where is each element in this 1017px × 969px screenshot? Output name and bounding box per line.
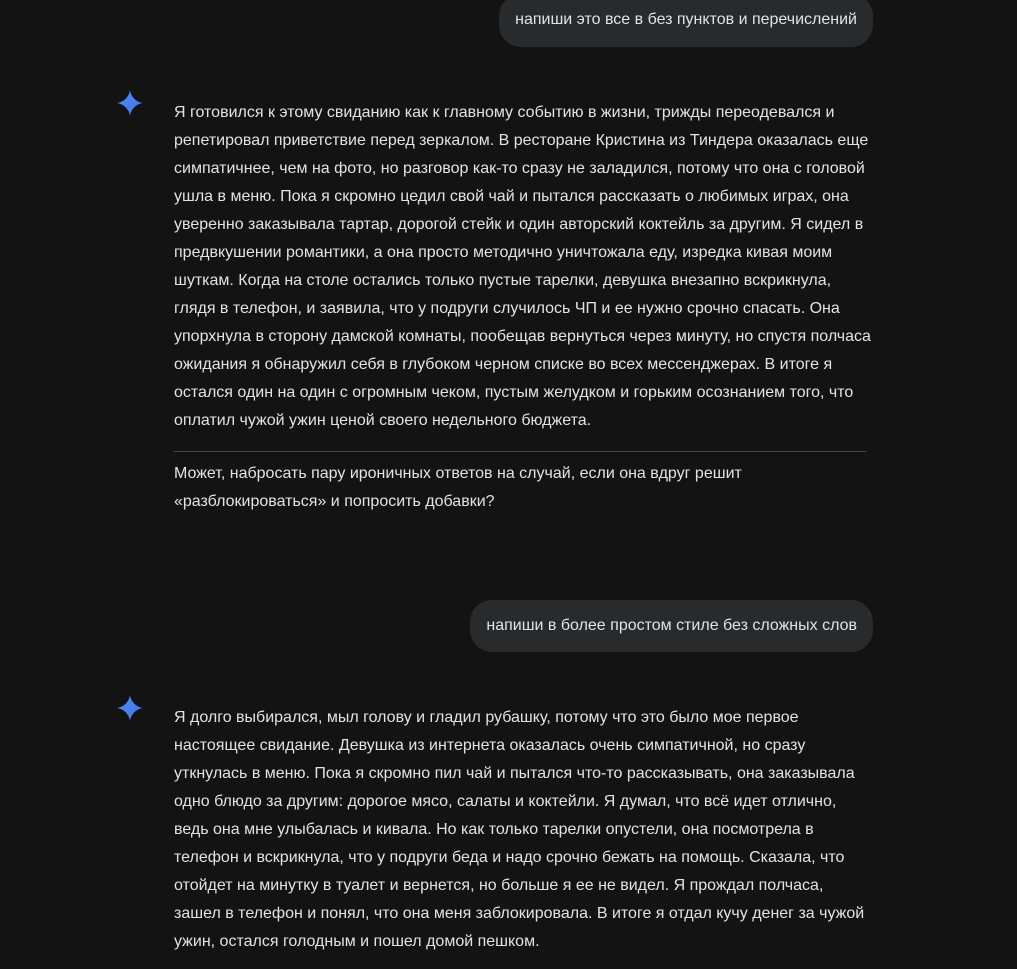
assistant-followup bbox=[174, 460, 854, 516]
user-message-text: напиши в более простом стиле без сложных слов bbox=[486, 617, 857, 634]
user-message-text: напиши это все в без пунктов и перечислений bbox=[515, 11, 857, 28]
assistant-response-text: Я долго выбирался, мыл голову и гладил рубашку, потому что это было мое первое настоящее свидание. Девушка из интернета оказалась очень симпатичной, но сразу уткнулась в меню. Пока я скромно пил чай и пытался что-то рассказывать, она заказывала одно блюдо за другим: дорогое мясо, салаты и коктейли. Я думал, что всё идет отлично, ведь она мне улыбалась и кивала. Но как только тарелки опустели, она посмотрела в телефон и вскрикнула, что у подруги беда и надо срочно бежать на помощь. Сказала, что отойдет на минутку в туалет и вернется, но больше я ее не видел. Я прождал полчаса, зашел в телефон и понял, что она меня заблокировала. В итоге я отдал кучу денег за чужой ужин, остался голодным и пошел домой пешком. bbox=[174, 709, 865, 950]
response-divider bbox=[174, 451, 866, 452]
gemini-sparkle-icon bbox=[117, 695, 143, 721]
assistant-response bbox=[174, 99, 874, 435]
assistant-response bbox=[174, 704, 874, 956]
gemini-sparkle-icon bbox=[117, 90, 143, 116]
assistant-followup-text: Может, набросать пару ироничных ответов на случай, если она вдруг решит «разблокироваться» и попросить добавки? bbox=[174, 465, 742, 510]
user-message-bubble bbox=[499, 0, 873, 47]
user-message-bubble bbox=[470, 600, 873, 652]
assistant-response-text: Я готовился к этому свиданию как к главному событию в жизни, трижды переодевался и репетировал приветствие перед зеркалом. В ресторане Кристина из Тиндера оказалась еще симпатичнее, чем на фото, но разговор как-то сразу не заладился, потому что она с головой ушла в меню. Пока я скромно цедил свой чай и пытался рассказать о любимых играх, она уверенно заказывала тартар, дорогой стейк и один авторский коктейль за другим. Я сидел в предвкушении романтики, а она просто методично уничтожала еду, изредка кивая моим шуткам. Когда на столе остались только пустые тарелки, девушка внезапно вскрикнула, глядя в телефон, и заявила, что у подруги случилось ЧП и ее нужно срочно спасать. Она упорхнула в сторону дамской комнаты, пообещав вернуться через минуту, но спустя полчаса ожидания я обнаружил себя в глубоком черном списке во всех мессенджерах. В итоге я остался один на один с огромным чеком, пустым желудком и горьким осознанием того, что оплатил чужой ужин ценой своего недельного бюджета. bbox=[174, 104, 871, 429]
